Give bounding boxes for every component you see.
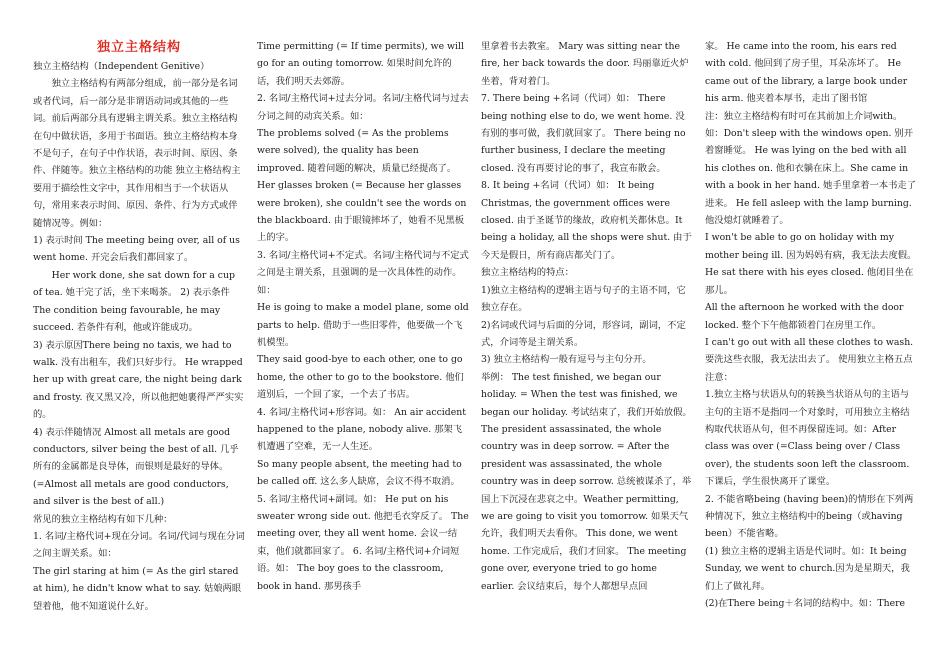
paragraph: 1)独立主格结构的逻辑主语与句子的主语不同，它独立存在。 bbox=[481, 284, 686, 314]
paragraph: Her work done, she sat down for a cup of tea. 她干完了活，坐下来喝茶。 2) 表示条件 The condition being favourable, he may succeed. 若条件有利，他或许能成功。 bbox=[33, 269, 235, 334]
paragraph: 3) 表示原因There being no taxis, we had to walk. 没有出租车，我们只好步行。 He wrapped her up with great care, the night being dark and frosty. 夜又黑又冷，所以他把她裹得严严实实的。 bbox=[33, 339, 244, 421]
paragraph: The problems solved (= As the problems were solved), the quality has been improved. 随着问题的解决，质量已经提高了。Her glasses broken (= Because her glasses were broken), she couldn't see the words on the blackboard. 由于眼镜摔坏了，她看不见黑板上的字。 bbox=[257, 128, 467, 244]
paragraph: 举例： The test finished, we began our holiday. = When the test was finished, we began our holiday. 考试结束了，我们开始放假。 The president assassinated, the whole country was in deep sorrow. = After the president was assassinated, the whole country was in deep sorrow. 总统被谋杀了，举国上下沉浸在悲哀之中。Weather permitting, we are going to visit you tomorrow. 如果天气允许，我们明天去看你。 This done, we went home. 工作完成后，我们才回家。 The meeting gone over, everyone tried to go home earlier. 会议结束后，每个人都想早点回 bbox=[481, 371, 692, 592]
paragraph: 1. 名词/主格代词+现在分词。名词/代词与现在分词之间主谓关系。如： bbox=[33, 530, 245, 560]
paragraph: 4. 名词/主格代词+形容词。如： An air accident happened to the plane, nobody alive. 那架飞机遭遇了空难，无一人生还。 bbox=[257, 406, 466, 453]
text-column-2 bbox=[257, 38, 469, 672]
paragraph: 8. It being +名词（代词）如： It being Christmas, the government offices were closed. 由于圣诞节的缘故，政府机关都休息。It being a holiday, all the shops were shut. 由于今天是假日，所有商店都关门了。 bbox=[481, 180, 692, 261]
paragraph: 常见的独立主格结构有如下几种： bbox=[33, 513, 173, 525]
document-title: 独立主格结构 bbox=[96, 40, 181, 55]
paragraph: 独立主格结构有两部分组成，前一部分是名词或者代词，后一部分是非谓语动词或其他的一些词。前后两部分具有逻辑主谓关系。独立主格结构在句中做状语，多用于书面语。独立主格结构本身不是句子，在句子中作状语，表示时间、原因、条件、伴随等。独立主格结构的功能 独立主格结构主要用于描绘性文字中，其作用相当于一个状语从句，常用来表示时间、原因、条件、行为方式或伴随情况等。例如： bbox=[33, 78, 241, 229]
text-column-3 bbox=[481, 38, 693, 672]
paragraph: 5. 名词/主格代词+副词。如： He put on his sweater wrong side out. 他把毛衣穿反了。 The meeting over, they all went home. 会议一结束，他们就都回家了。 6. 名词/主格代词+介词短语。如： The boy goes to the classroom, book in hand. 那男孩手 bbox=[257, 493, 469, 592]
paragraph: 2)名词或代词与后面的分词，形容词，副词，不定式，介词等是主谓关系。 bbox=[481, 319, 686, 348]
paragraph: 2. 不能省略being (having been)的情形在下列两种情况下，独立主格结构中的being（或having been）不能省略。 bbox=[705, 493, 914, 540]
paragraph: They said good-bye to each other, one to go home, the other to go to the bookstore. 他们道别后，一个回了家，一个去了书店。 bbox=[257, 354, 464, 401]
paragraph: So many people absent, the meeting had to be called off. 这么多人缺席，会议不得不取消。 bbox=[257, 458, 462, 488]
paragraph: (1) 独立主格的逻辑主语是代词时。如：It being Sunday, we went to church.因为是星期天，我们上了做礼拜。 bbox=[705, 545, 910, 592]
paragraph: I can't go out with all these clothes to wash. 要洗这些衣服，我无法出去了。 使用独立主格五点注意： bbox=[705, 336, 914, 383]
paragraph: 注：独立主格结构有时可在其前加上介词with。如：Don't sleep with the windows open. 别开着窗睡觉。 He was lying on the bed with all his clothes on. 他和衣躺在床上。She came in with a book in her hand. 她手里拿着一本书走了进来。 He fell asleep with the lamp burning. 他没熄灯就睡着了。 bbox=[705, 110, 916, 227]
paragraph: He is going to make a model plane, some old parts to help. 借助于一些旧零件，他要做一个飞机模型。 bbox=[257, 302, 469, 348]
paragraph: 独立主格结构（Independent Genitive） bbox=[33, 61, 210, 72]
paragraph: The girl staring at him (= As the girl stared at him), he didn't know what to say. 姑娘两眼望着他，他不知道说什么好。 bbox=[33, 565, 242, 612]
text-column-4 bbox=[705, 38, 917, 672]
paragraph: I won't be able to go on holiday with my mother being ill. 因为妈妈有病，我无法去度假。 He sat there with his eyes closed. 他闭目坐在那儿。 bbox=[705, 232, 917, 296]
paragraph: 1.独立主格与状语从句的转换当状语从句的主语与主句的主语不是指同一个对象时，可用独立主格结构取代状语从句，但不再保留连词。如：After class was over (=Class being over / Class over), the students soon left the classroom.下课后，学生很快离开了课堂。 bbox=[705, 389, 910, 488]
paragraph: 2. 名词/主格代词+过去分词。名词/主格代词与过去分词之间的动宾关系。如： bbox=[257, 93, 469, 122]
paragraph: 3) 独立主格结构一般有逗号与主句分开。 bbox=[481, 354, 652, 366]
paragraph: 7. There being +名词（代词）如： There being nothing else to do, we went home. 没有别的事可做，我们就回家了。 There being no further business, I declare the meeting closed. 没有再要讨论的事了，我宣布散会。 bbox=[481, 93, 686, 174]
paragraph: (2)在There being＋名词的结构中。如：There bbox=[705, 598, 906, 609]
paragraph: 1) 表示时间 The meeting being over, all of us went home. 开完会后我们都回家了。 bbox=[33, 235, 240, 264]
paragraph: 独立主格结构的特点： bbox=[481, 267, 574, 279]
paragraph: All the afternoon he worked with the door locked. 整个下午他都锁着门在房里工作。 bbox=[705, 302, 904, 331]
paragraph: 家。 He came into the room, his ears red with cold. 他回到了房子里，耳朵冻坏了。 He came out of the library, a large book under his arm. 他夹着本厚书，走出了图书馆 bbox=[705, 41, 908, 105]
paragraph: 3. 名词/主格代词+不定式。名词/主格代词与不定式之间是主谓关系，且强调的是一次具体性的动作。如： bbox=[257, 249, 469, 296]
paragraph: 4) 表示伴随情况 Almost all metals are good conductors, silver being the best of all. 几乎所有的金属都是良导体，而银则是最好的导体。(=Almost all metals are good conductors, and silver is the best of all.) bbox=[33, 426, 239, 508]
paragraph: Time permitting (= If time permits), we will go for an outing tomorrow. 如果时间允许的话，我们明天去郊游。 bbox=[257, 41, 464, 87]
paragraph: 里拿着书去教室。 Mary was sitting near the fire, her back towards the door. 玛丽靠近火炉坐着，背对着门。 bbox=[481, 41, 689, 87]
text-column-1 bbox=[33, 38, 245, 672]
